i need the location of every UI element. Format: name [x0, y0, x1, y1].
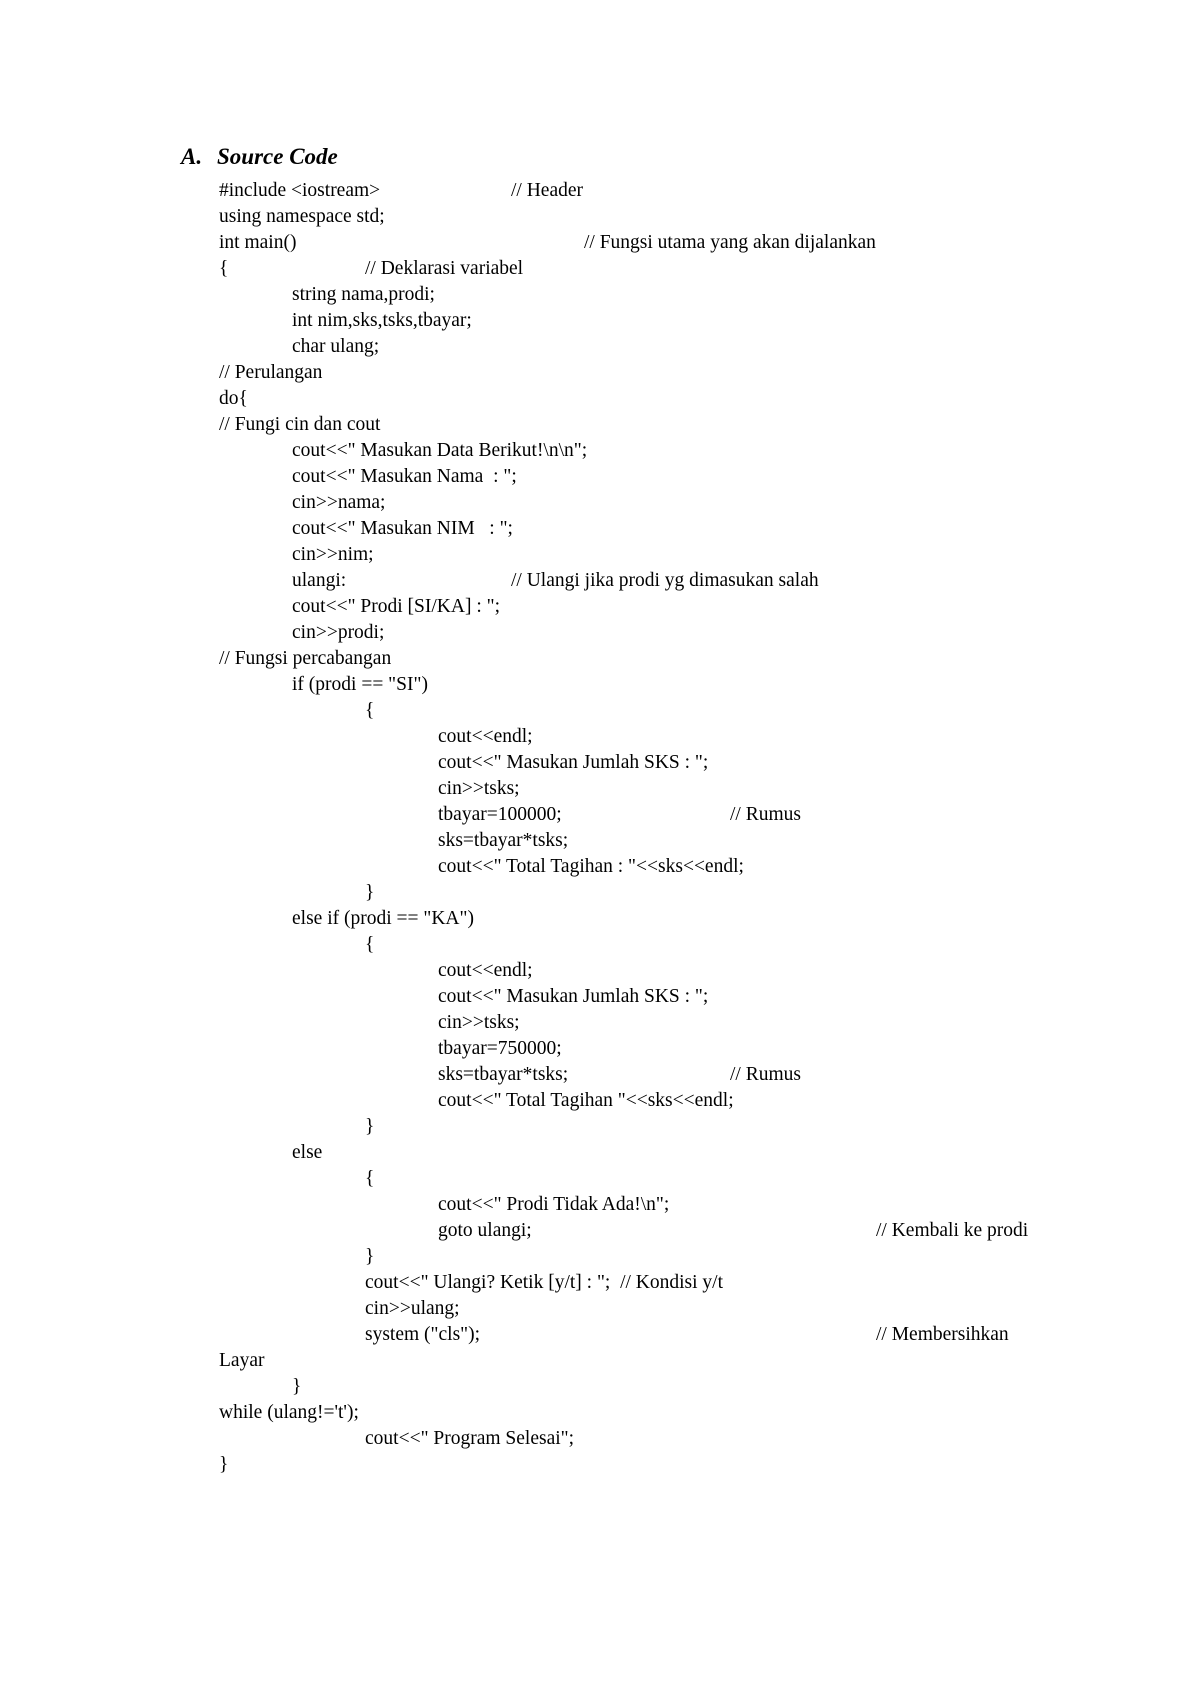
code-comment: // Rumus	[730, 1064, 801, 1085]
code-line: else	[292, 1142, 323, 1163]
code-line: #include <iostream>	[219, 180, 381, 201]
code-line: }	[365, 882, 375, 903]
code-line: }	[292, 1376, 302, 1397]
code-line: system ("cls");	[365, 1324, 481, 1345]
section-heading	[181, 143, 338, 171]
code-comment: // Fungsi utama yang akan dijalankan	[584, 232, 876, 253]
code-line: do{	[219, 388, 248, 409]
code-line: cout<<" Ulangi? Ketik [y/t] : "; // Kondisi y/t	[365, 1272, 723, 1293]
code-comment: // Rumus	[730, 804, 801, 825]
code-line: cout<<" Masukan Data Berikut!\n\n";	[292, 440, 588, 461]
code-comment: // Membersihkan	[876, 1324, 1009, 1345]
code-line: {	[365, 700, 375, 721]
code-line: sks=tbayar*tsks;	[438, 1064, 569, 1085]
code-line: cout<<" Program Selesai";	[365, 1428, 575, 1449]
code-line: tbayar=750000;	[438, 1038, 562, 1059]
code-line: }	[219, 1454, 229, 1475]
code-line: using namespace std;	[219, 206, 385, 227]
code-line: {	[365, 1168, 375, 1189]
section-number: A.	[181, 144, 203, 169]
code-line: cout<<" Masukan NIM : ";	[292, 518, 513, 539]
code-comment: // Fungsi percabangan	[219, 648, 392, 669]
code-comment: // Header	[511, 180, 584, 201]
code-comment: // Perulangan	[219, 362, 323, 383]
code-comment: // Deklarasi variabel	[365, 258, 524, 279]
code-line: cout<<" Masukan Jumlah SKS : ";	[438, 986, 709, 1007]
code-line: cin>>tsks;	[438, 1012, 520, 1033]
code-line: string nama,prodi;	[292, 284, 435, 305]
code-line: cin>>nama;	[292, 492, 386, 513]
code-line: cout<<" Masukan Nama : ";	[292, 466, 517, 487]
code-line: cout<<" Total Tagihan "<<sks<<endl;	[438, 1090, 734, 1111]
code-line: }	[365, 1246, 375, 1267]
code-line: if (prodi == "SI")	[292, 674, 428, 695]
code-line: char ulang;	[292, 336, 380, 357]
code-line: cin>>nim;	[292, 544, 374, 565]
code-comment: // Kembali ke prodi	[876, 1220, 1029, 1241]
code-line: int nim,sks,tsks,tbayar;	[292, 310, 472, 331]
code-comment: // Fungi cin dan cout	[219, 414, 381, 435]
code-comment: // Ulangi jika prodi yg dimasukan salah	[511, 570, 819, 591]
code-line: sks=tbayar*tsks;	[438, 830, 569, 851]
code-line: {	[365, 934, 375, 955]
code-line: cout<<endl;	[438, 726, 533, 747]
code-line: cout<<" Masukan Jumlah SKS : ";	[438, 752, 709, 773]
code-line: goto ulangi;	[438, 1220, 532, 1241]
code-line: int main()	[219, 232, 297, 253]
code-line: else if (prodi == "KA")	[292, 908, 474, 929]
code-line: cout<<" Total Tagihan : "<<sks<<endl;	[438, 856, 744, 877]
code-comment: Layar	[219, 1350, 265, 1371]
code-line: cin>>prodi;	[292, 622, 385, 643]
code-line: cin>>tsks;	[438, 778, 520, 799]
code-line: cout<<" Prodi Tidak Ada!\n";	[438, 1194, 670, 1215]
code-line: {	[219, 258, 229, 279]
code-line: }	[365, 1116, 375, 1137]
code-line: cout<<endl;	[438, 960, 533, 981]
code-line: while (ulang!='t');	[219, 1402, 359, 1423]
code-line: ulangi:	[292, 570, 347, 591]
code-line: tbayar=100000;	[438, 804, 562, 825]
code-line: cin>>ulang;	[365, 1298, 460, 1319]
section-title: Source Code	[217, 144, 338, 169]
code-line: cout<<" Prodi [SI/KA] : ";	[292, 596, 500, 617]
